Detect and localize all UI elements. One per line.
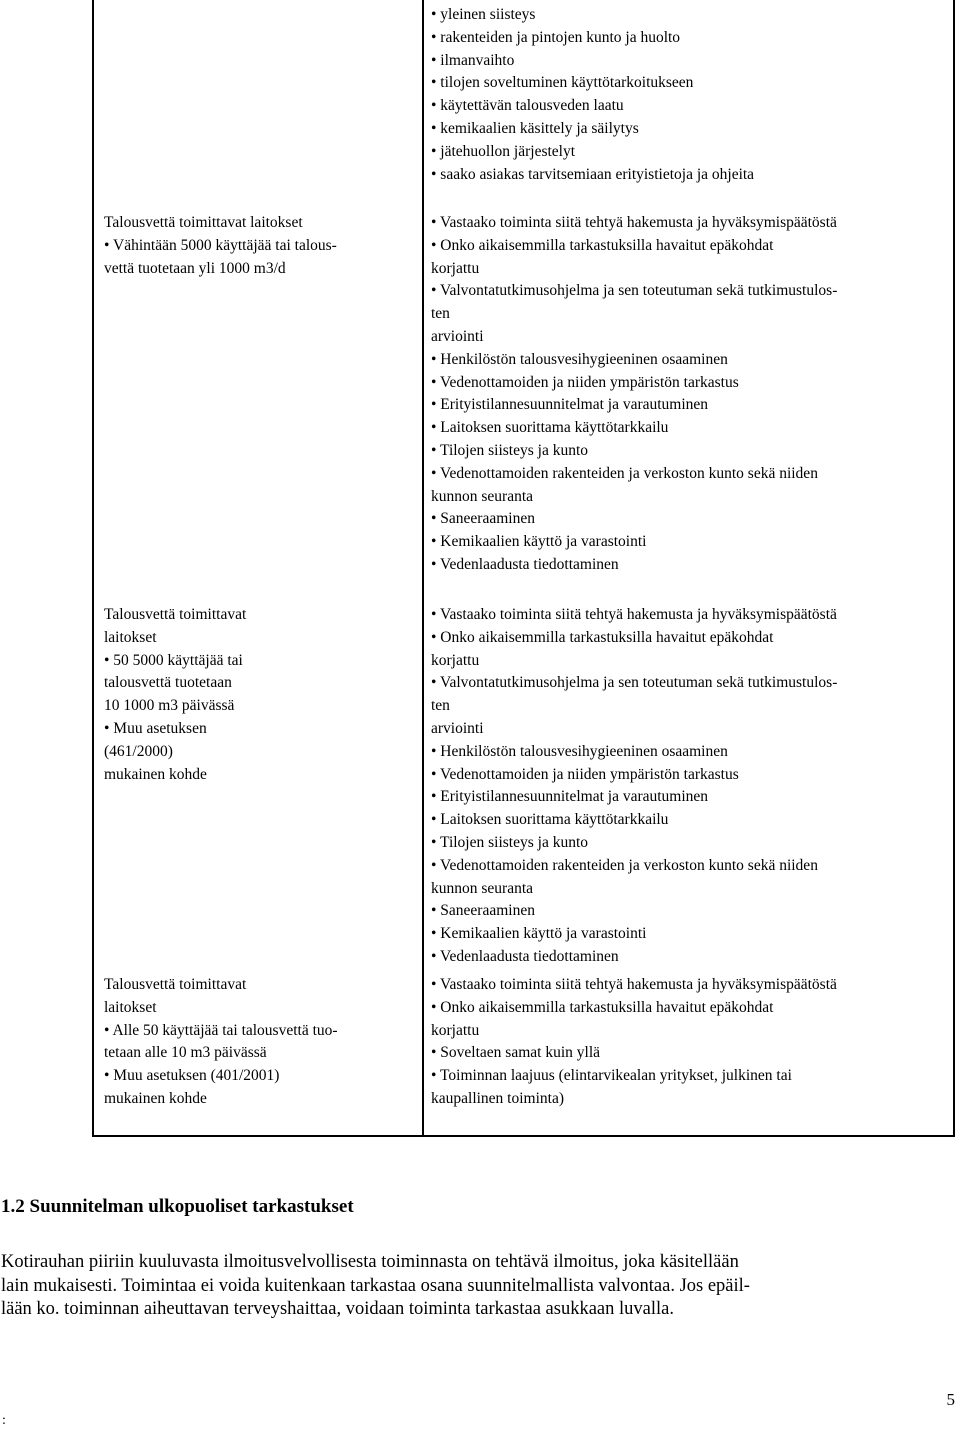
list-item: • Tilojen siisteys ja kunto: [431, 833, 589, 851]
list-item: • Vedenottamoiden rakenteiden ja verkoston kunto sekä niiden: [431, 856, 818, 874]
row3-right-cell: [431, 604, 837, 969]
list-item: arviointi: [431, 719, 484, 737]
list-item: • Henkilöstön talousvesihygieeninen osaaminen: [431, 350, 728, 368]
category-line: tetaan alle 10 m3 päivässä: [104, 1044, 267, 1062]
category-line: laitokset: [104, 628, 157, 646]
category-line: 10 1000 m3 päivässä: [104, 697, 235, 715]
list-item: • kemikaalien käsittely ja säilytys: [431, 119, 639, 137]
list-item: kunnon seuranta: [431, 879, 534, 897]
category-line: Talousvettä toimittavat: [104, 606, 247, 623]
category-line: • Muu asetuksen: [104, 719, 207, 737]
category-line: • 50 5000 käyttäjää tai: [104, 651, 243, 669]
section-paragraph: [1, 1251, 951, 1322]
list-item: • Erityistilannesuunnitelmat ja varautuminen: [431, 396, 709, 414]
row4-right-cell: [431, 974, 837, 1111]
list-item: • jätehuollon järjestelyt: [431, 142, 576, 160]
list-item: • Vastaako toiminta siitä tehtyä hakemusta ja hyväksymispäätöstä: [431, 976, 837, 993]
list-item: • käytettävän talousveden laatu: [431, 97, 624, 115]
category-line: Talousvettä toimittavat laitokset: [104, 214, 303, 231]
list-item: • Vastaako toiminta siitä tehtyä hakemusta ja hyväksymispäätöstä: [431, 214, 837, 231]
category-line: mukainen kohde: [104, 1089, 207, 1107]
list-item: • Kemikaalien käyttö ja varastointi: [431, 925, 647, 943]
list-item: korjattu: [431, 1021, 480, 1039]
section-heading: 1.2 Suunnitelman ulkopuoliset tarkastukset: [1, 1196, 354, 1217]
list-item: • Vedenottamoiden ja niiden ympäristön tarkastus: [431, 373, 739, 391]
paragraph-line: Kotirauhan piiriin kuuluvasta ilmoitusvelvollisesta toiminnasta on tehtävä ilmoitus, joka käsitellään: [1, 1252, 739, 1272]
list-item: korjattu: [431, 259, 480, 277]
row3-left-cell: [104, 604, 246, 786]
table-column-divider: [422, 0, 424, 1137]
list-item: • tilojen soveltuminen käyttötarkoitukseen: [431, 74, 694, 92]
list-item: • Saneeraaminen: [431, 510, 535, 528]
category-line: mukainen kohde: [104, 765, 207, 783]
list-item: • saako asiakas tarvitsemiaan erityistietoja ja ohjeita: [431, 165, 755, 183]
list-item: • Onko aikaisemmilla tarkastuksilla havaitut epäkohdat: [431, 628, 774, 646]
table-right-border: [953, 0, 955, 1137]
paragraph-line: lään ko. toiminnan aiheuttavan terveyshaittaa, voidaan toiminta tarkastaa asukkaan luvalla.: [1, 1299, 674, 1320]
list-item: ten: [431, 697, 450, 715]
table-bottom-border: [92, 1135, 955, 1137]
list-item: kunnon seuranta: [431, 487, 534, 505]
category-line: Talousvettä toimittavat: [104, 976, 247, 993]
list-item: • Soveltaen samat kuin yllä: [431, 1044, 601, 1062]
list-item: • Kemikaalien käyttö ja varastointi: [431, 533, 647, 551]
category-line: vettä tuotetaan yli 1000 m3/d: [104, 259, 286, 277]
category-line: • Vähintään 5000 käyttäjää tai talous-: [104, 236, 337, 254]
list-item: • Vedenottamoiden rakenteiden ja verkoston kunto sekä niiden: [431, 464, 818, 482]
list-item: • Saneeraaminen: [431, 902, 535, 920]
list-item: • Onko aikaisemmilla tarkastuksilla havaitut epäkohdat: [431, 998, 774, 1016]
list-item: • Erityistilannesuunnitelmat ja varautuminen: [431, 788, 709, 806]
row1-right-cell: [431, 4, 754, 186]
list-item: • ilmanvaihto: [431, 51, 515, 69]
list-item: • Tilojen siisteys ja kunto: [431, 441, 589, 459]
list-item: • yleinen siisteys: [431, 6, 536, 23]
list-item: • Vedenlaadusta tiedottaminen: [431, 555, 619, 573]
list-item: • rakenteiden ja pintojen kunto ja huolto: [431, 28, 681, 46]
category-line: (461/2000): [104, 742, 173, 760]
list-item: • Toiminnan laajuus (elintarvikealan yritykset, julkinen tai: [431, 1067, 792, 1085]
list-item: ten: [431, 305, 450, 323]
row4-left-cell: [104, 974, 338, 1111]
list-item: • Laitoksen suorittama käyttötarkkailu: [431, 419, 669, 437]
list-item: • Vedenlaadusta tiedottaminen: [431, 947, 619, 965]
row2-right-cell: [431, 212, 837, 577]
list-item: • Valvontatutkimusohjelma ja sen toteutuman sekä tutkimustulos-: [431, 674, 838, 692]
list-item: kaupallinen toiminta): [431, 1089, 565, 1107]
table-left-border: [92, 0, 94, 1137]
list-item: • Henkilöstön talousvesihygieeninen osaaminen: [431, 742, 728, 760]
list-item: • Vastaako toiminta siitä tehtyä hakemusta ja hyväksymispäätöstä: [431, 606, 837, 623]
row2-left-cell: [104, 212, 337, 280]
page-number: 5: [946, 1390, 955, 1409]
list-item: • Vedenottamoiden ja niiden ympäristön tarkastus: [431, 765, 739, 783]
category-line: • Alle 50 käyttäjää tai talousvettä tuo-: [104, 1021, 338, 1039]
paragraph-line: lain mukaisesti. Toimintaa ei voida kuitenkaan tarkastaa osana suunnitelmallista valvontaa. Jos epäil-: [1, 1275, 750, 1296]
list-item: • Onko aikaisemmilla tarkastuksilla havaitut epäkohdat: [431, 236, 774, 254]
list-item: • Laitoksen suorittama käyttötarkkailu: [431, 811, 669, 829]
category-line: talousvettä tuotetaan: [104, 674, 232, 692]
list-item: arviointi: [431, 327, 484, 345]
list-item: • Valvontatutkimusohjelma ja sen toteutuman sekä tutkimustulos-: [431, 282, 838, 300]
category-line: laitokset: [104, 998, 157, 1016]
category-line: • Muu asetuksen (401/2001): [104, 1067, 280, 1085]
list-item: korjattu: [431, 651, 480, 669]
footer-mark: :: [2, 1413, 6, 1428]
